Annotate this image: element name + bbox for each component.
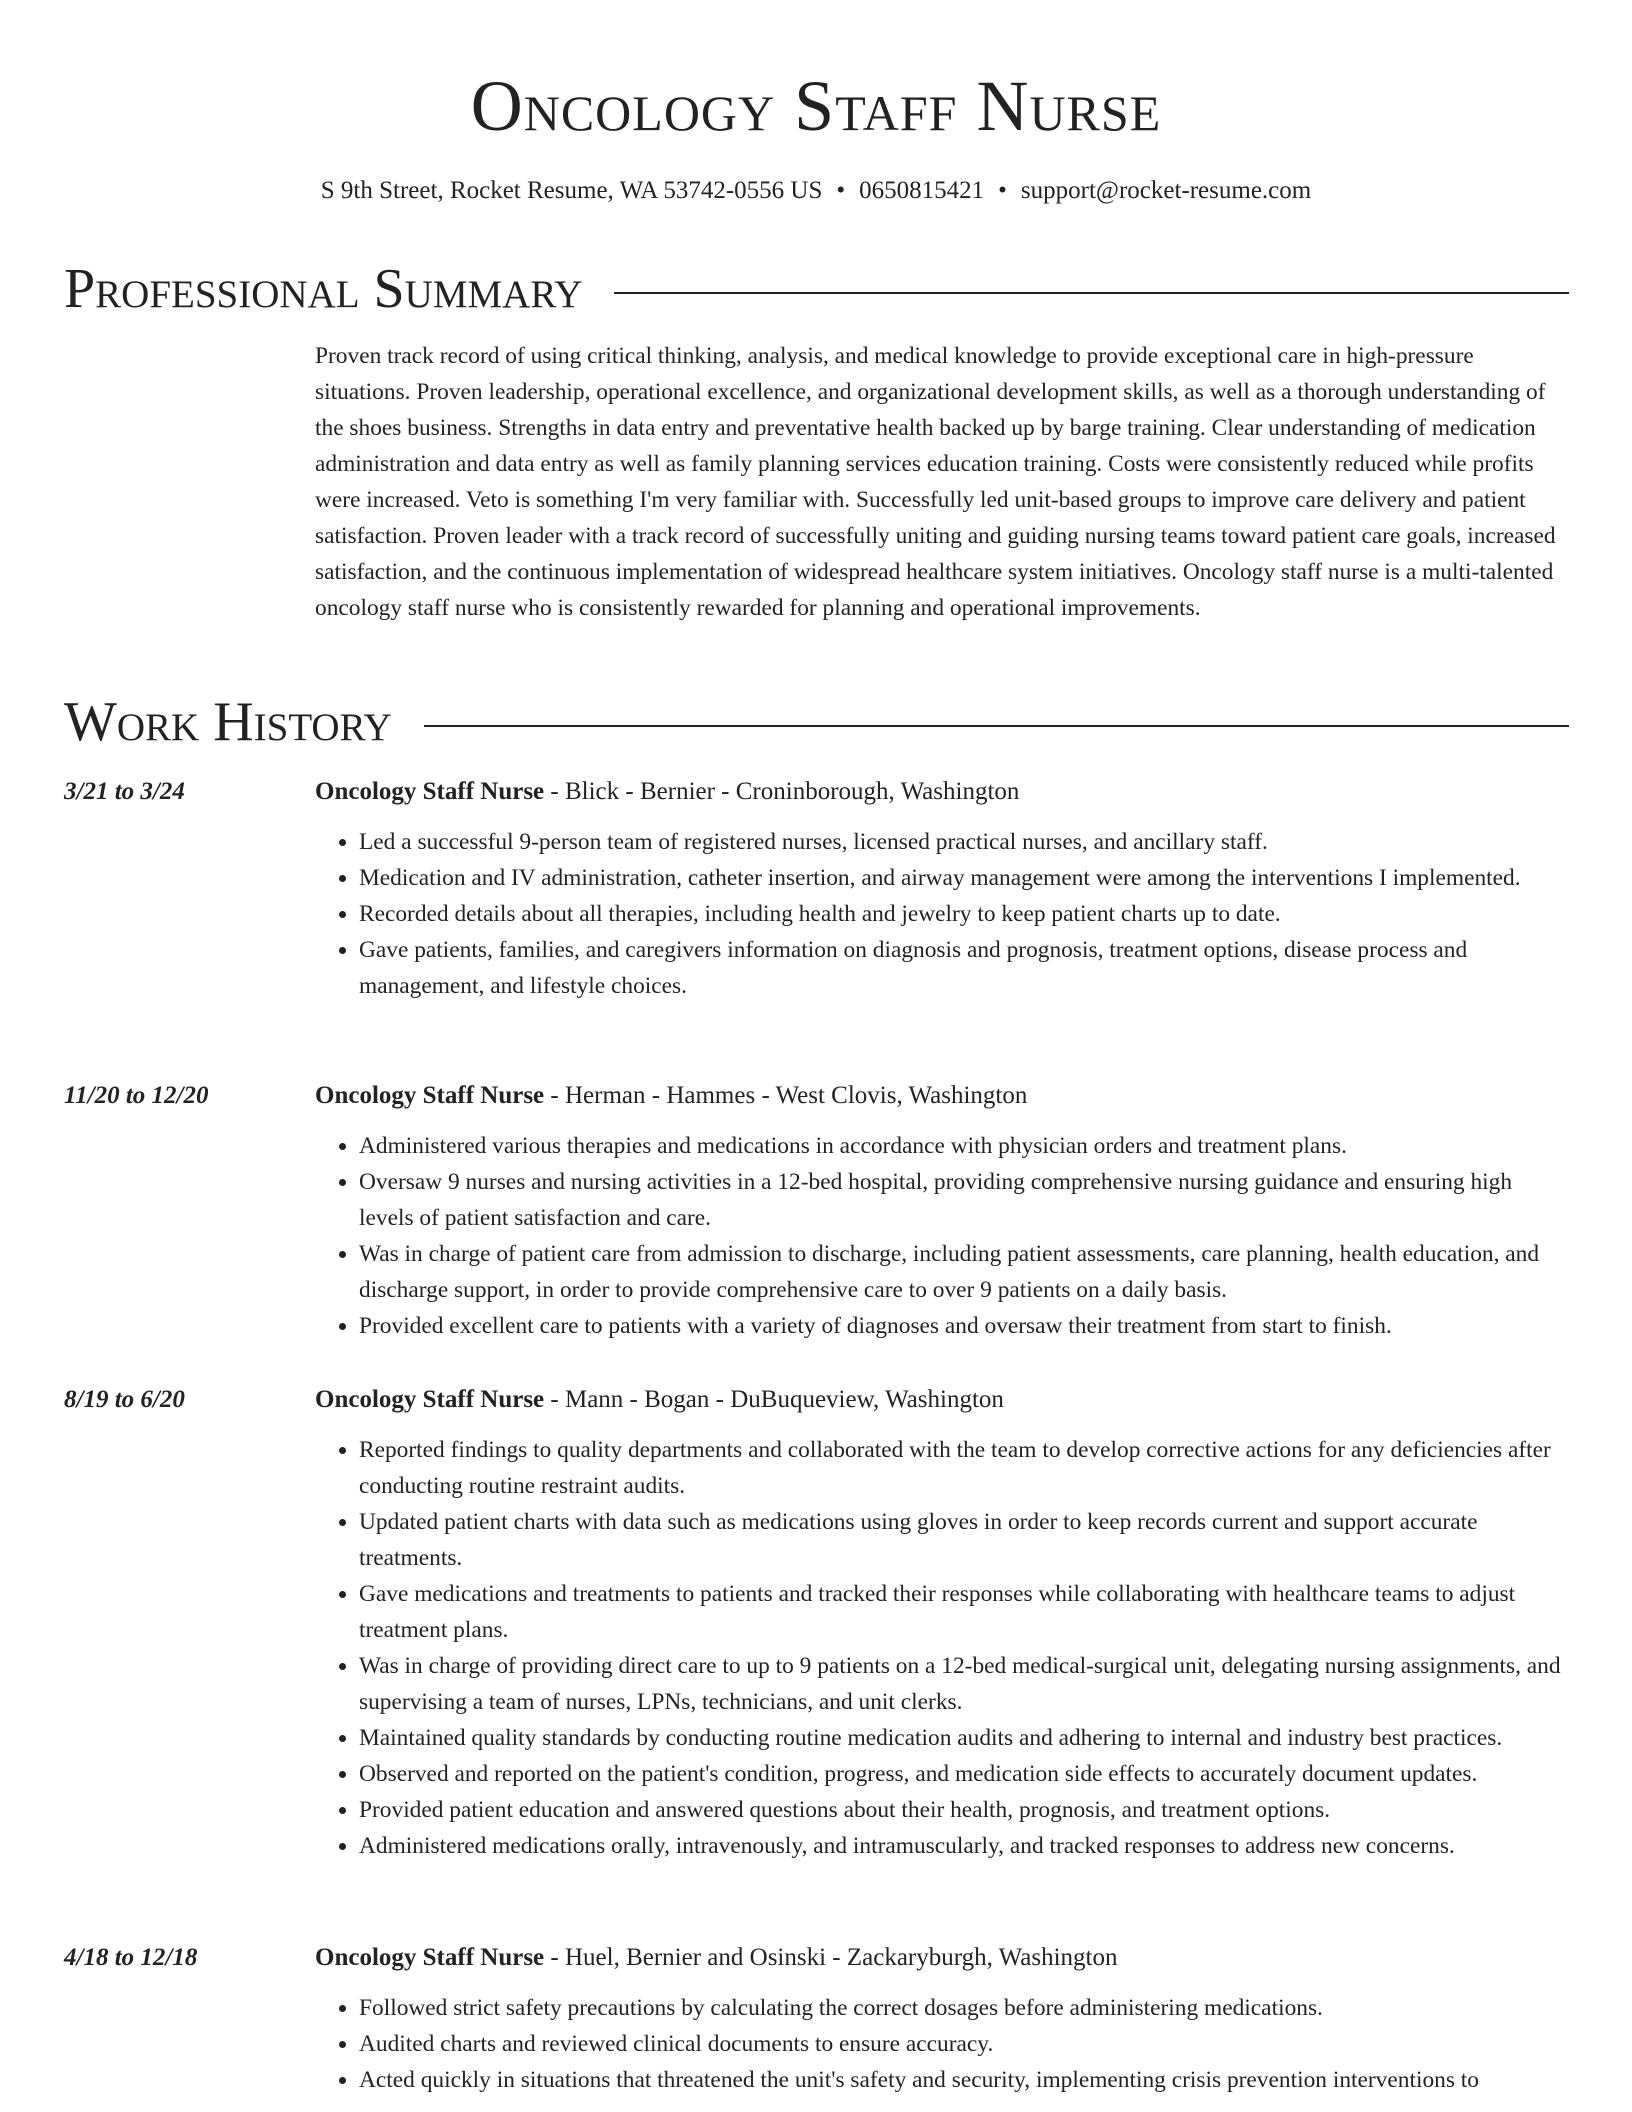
list-item: • Medication and IV administration, catheter insertion, and airway management were among the interventions I implemented. (359, 860, 1572, 896)
list-item: • Led a successful 9-person team of registered nurses, licensed practical nurses, and ancillary staff. (359, 824, 1572, 860)
job-heading (315, 1078, 1027, 1114)
job-role: Oncology Staff Nurse (315, 1944, 545, 1971)
list-item: • Reported findings to quality departments and collaborated with the team to develop corrective actions for any deficiencies after conducting routine restraint audits. (359, 1432, 1572, 1504)
list-item: • Provided excellent care to patients with a variety of diagnoses and oversaw their treatment from start to finish. (359, 1308, 1572, 1344)
section-title: Work History (64, 691, 392, 753)
list-item: • Gave medications and treatments to patients and tracked their responses while collaborating with healthcare teams to adjust treatment plans. (359, 1576, 1572, 1648)
section-title: Professional Summary (64, 258, 583, 320)
address: S 9th Street, Rocket Resume, WA 53742-0556 US (320, 177, 823, 204)
job-dates: 3/21 to 3/24 (64, 778, 185, 805)
email: support@rocket-resume.com (1020, 177, 1312, 204)
list-item: • Recorded details about all therapies, including health and jewelry to keep patient charts up to date. (359, 896, 1572, 932)
work-section-header (64, 690, 1569, 754)
job-bullets (315, 1990, 1572, 2098)
list-item: • Was in charge of providing direct care to up to 9 patients on a 12-bed medical-surgical unit, delegating nursing assignments, and supervising a team of nurses, LPNs, technicians, and unit clerks. (359, 1648, 1572, 1720)
job-heading (315, 1940, 1117, 1976)
list-item: • Administered medications orally, intravenously, and intramuscularly, and tracked responses to address new concerns. (359, 1828, 1572, 1864)
list-item: • Followed strict safety precautions by calculating the correct dosages before administering medications. (359, 1990, 1572, 2026)
job-dates: 8/19 to 6/20 (64, 1386, 185, 1413)
list-item: • Maintained quality standards by conducting routine medication audits and adhering to internal and industry best practices. (359, 1720, 1572, 1756)
job-dates: 4/18 to 12/18 (64, 1944, 198, 1971)
candidate-name: Oncology Staff Nurse (470, 66, 1162, 146)
job-heading (315, 774, 1019, 810)
list-item: • Gave patients, families, and caregivers information on diagnosis and prognosis, treatment options, disease process and management, and lifestyle choices. (359, 932, 1572, 1004)
list-item: • Oversaw 9 nurses and nursing activities in a 12-bed hospital, providing comprehensive nursing guidance and ensuring high levels of patient satisfaction and care. (359, 1164, 1572, 1236)
list-item: • Administered various therapies and medications in accordance with physician orders and treatment plans. (359, 1128, 1572, 1164)
separator: • (836, 177, 846, 204)
job-employer: - Blick - Bernier - Croninborough, Washington (544, 778, 1020, 805)
summary-section-header (64, 257, 1569, 321)
job-bullets (315, 1128, 1572, 1344)
list-item: • Observed and reported on the patient's condition, progress, and medication side effects to accurately document updates. (359, 1756, 1572, 1792)
job-role: Oncology Staff Nurse (315, 778, 545, 805)
list-item: • Provided patient education and answered questions about their health, prognosis, and treatment options. (359, 1792, 1572, 1828)
phone: 0650815421 (859, 177, 985, 204)
list-item: • Updated patient charts with data such as medications using gloves in order to keep records current and support accurate treatments. (359, 1504, 1572, 1576)
job-employer: - Mann - Bogan - DuBuqueview, Washington (544, 1386, 1004, 1413)
summary-text: Proven track record of using critical thinking, analysis, and medical knowledge to provide exceptional care in high-pressure situations. Proven leadership, operational excellence, and organizational development skills, as well as a thorough understanding of the shoes business. Strengths in data entry and preventative health backed up by barge training. Clear understanding of medication administration and data entry as well as family planning services education training. Costs were consistently reduced while profits were increased. Veto is something I'm very familiar with. Successfully led unit-based groups to improve care delivery and patient satisfaction. Proven leader with a track record of successfully uniting and guiding nursing teams toward patient care goals, increased satisfaction, and the continuous implementation of widespread healthcare system initiatives. Oncology staff nurse is a multi-talented oncology staff nurse who is consistently rewarded for planning and operational improvements. (315, 343, 1556, 621)
list-item: • Acted quickly in situations that threatened the unit's safety and security, implementing crisis prevention interventions to (359, 2062, 1572, 2098)
section-rule (614, 292, 1569, 294)
job-bullets (315, 824, 1572, 1004)
list-item: • Audited charts and reviewed clinical documents to ensure accuracy. (359, 2026, 1572, 2062)
job-bullets (315, 1432, 1572, 1864)
job-role: Oncology Staff Nurse (315, 1386, 545, 1413)
list-item: • Was in charge of patient care from admission to discharge, including patient assessments, care planning, health education, and discharge support, in order to provide comprehensive care to over 9 patients on a daily basis. (359, 1236, 1572, 1308)
job-heading (315, 1382, 1004, 1418)
section-rule (424, 725, 1569, 727)
separator: • (998, 177, 1007, 204)
job-employer: - Herman - Hammes - West Clovis, Washington (544, 1082, 1028, 1109)
job-dates: 11/20 to 12/20 (64, 1082, 209, 1109)
contact-line (0, 174, 1632, 208)
job-role: Oncology Staff Nurse (315, 1082, 545, 1109)
job-employer: - Huel, Bernier and Osinski - Zackaryburgh, Washington (544, 1944, 1118, 1971)
